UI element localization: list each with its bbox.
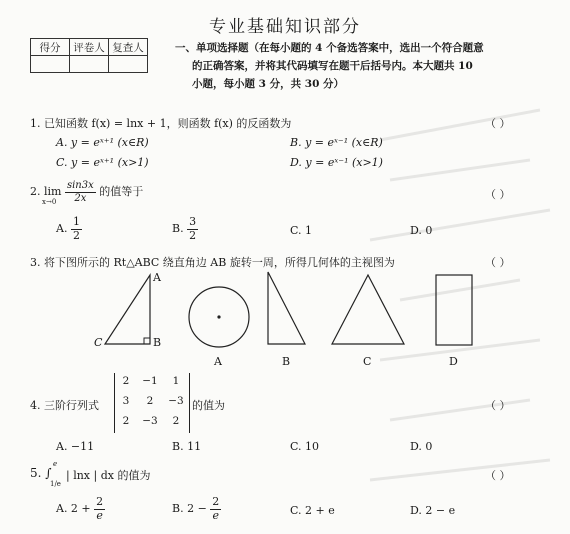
q5-integral: 5. ∫ <box>30 466 52 480</box>
q5-option-a-label: A. 2 + <box>56 502 91 516</box>
q5-a-den: e <box>96 508 103 522</box>
q2-fraction-num: sin3x <box>66 180 94 191</box>
det-cell: 2 <box>122 375 130 387</box>
q5-option-c: C. 2 + e <box>290 504 335 517</box>
section-heading-line1: 一、单项选择题（在每小题的 4 个备选答案中，选出一个符合题意 <box>175 42 484 54</box>
section-heading-line2: 的正确答案，并将其代码填写在题干后括号内。本大题共 10 <box>192 60 473 72</box>
q5-option-b <box>172 496 221 522</box>
q3-option-a-label: A <box>214 355 222 368</box>
page-title: 专业基础知识部分 <box>209 17 361 37</box>
det-cell: −1 <box>142 375 158 387</box>
q1-answer-paren[interactable]: （ ） <box>485 117 511 130</box>
q2-option-a-label: A. <box>56 222 68 236</box>
q2-option-b-label: B. <box>172 222 184 236</box>
q5-b-num: 2 <box>212 495 220 508</box>
det-cell: 2 <box>122 415 130 427</box>
q2-fraction-den: 2x <box>74 192 87 204</box>
det-cell: 3 <box>122 395 130 407</box>
q2-option-c: C. 1 <box>290 224 313 237</box>
vertex-b-label: B <box>153 336 162 349</box>
q5-a-num: 2 <box>96 495 104 508</box>
q4-suffix: 的值为 <box>192 399 225 412</box>
score-header-grader: 评卷人 <box>70 39 109 56</box>
det-cell: −3 <box>142 415 158 427</box>
q2-a-den: 2 <box>72 228 80 242</box>
q1-stem: 1. 已知函数 f(x) = lnx + 1，则函数 f(x) 的反函数为 <box>30 117 292 130</box>
q2-b-den: 2 <box>189 228 197 242</box>
q1-option-c: C. y = eˣ⁺¹ (x>1) <box>56 156 149 169</box>
det-cell: 2 <box>146 395 154 407</box>
q4-option-b: B. 11 <box>172 440 202 453</box>
q5-lower-limit: 1/e <box>50 480 61 488</box>
q3-option-b-label: B <box>282 355 291 368</box>
q2-answer-paren[interactable]: （ ） <box>485 188 511 201</box>
q5-option-b-label: B. 2 − <box>172 502 207 516</box>
q1-option-a: A. y = eˣ⁺¹ (x∈R) <box>56 136 149 149</box>
q2-suffix: 的值等于 <box>99 185 144 198</box>
score-header-score: 得分 <box>31 39 70 56</box>
q4-determinant <box>114 373 190 433</box>
q2-a-num: 1 <box>72 215 80 228</box>
q5-b-den: e <box>212 508 220 522</box>
q3-answer-paren[interactable]: （ ） <box>485 256 511 269</box>
q4-answer-paren[interactable]: （ ） <box>485 399 511 412</box>
q5-body: | lnx | dx 的值为 <box>66 469 151 482</box>
det-cell: −3 <box>168 395 184 407</box>
q4-option-c: C. 10 <box>290 440 320 453</box>
vertex-c-label: C <box>94 336 103 349</box>
q2-option-d: D. 0 <box>410 224 433 237</box>
q3-option-d-label: D <box>449 355 458 368</box>
q4-option-a: A. −11 <box>56 440 95 453</box>
q1-option-d: D. y = eˣ⁻¹ (x>1) <box>290 156 383 169</box>
q3-stem: 3. 将下图所示的 Rt△ABC 绕直角边 AB 旋转一周，所得几何体的主视图为 <box>30 256 395 269</box>
q4-prefix: 4. 三阶行列式 <box>30 399 99 412</box>
option-c-triangle <box>332 275 404 344</box>
q5-option-a <box>56 496 105 522</box>
q2-b-num: 3 <box>189 215 197 228</box>
option-d-rectangle <box>436 275 472 345</box>
score-header-reviewer: 复查人 <box>109 39 148 56</box>
q3-option-c-label: C <box>363 355 372 368</box>
section-heading-line3: 小题，每小题 3 分，共 30 分） <box>192 78 345 90</box>
triangle-abc <box>105 275 150 344</box>
q4-option-d: D. 0 <box>410 440 433 453</box>
q5-upper-limit: e <box>53 460 58 468</box>
vertex-a-label: A <box>153 271 161 284</box>
option-a-center-dot <box>217 315 220 318</box>
option-b-triangle <box>268 272 305 344</box>
q5-answer-paren[interactable]: （ ） <box>485 469 511 482</box>
det-cell: 2 <box>172 415 180 427</box>
right-angle-mark <box>144 338 150 344</box>
det-cell: 1 <box>172 375 180 387</box>
q5-option-d: D. 2 − e <box>410 504 456 517</box>
q2-lim: 2. lim <box>30 185 62 198</box>
q2-lim-subscript: x→0 <box>42 198 57 206</box>
q1-option-b: B. y = eˣ⁻¹ (x∈R) <box>290 136 383 149</box>
